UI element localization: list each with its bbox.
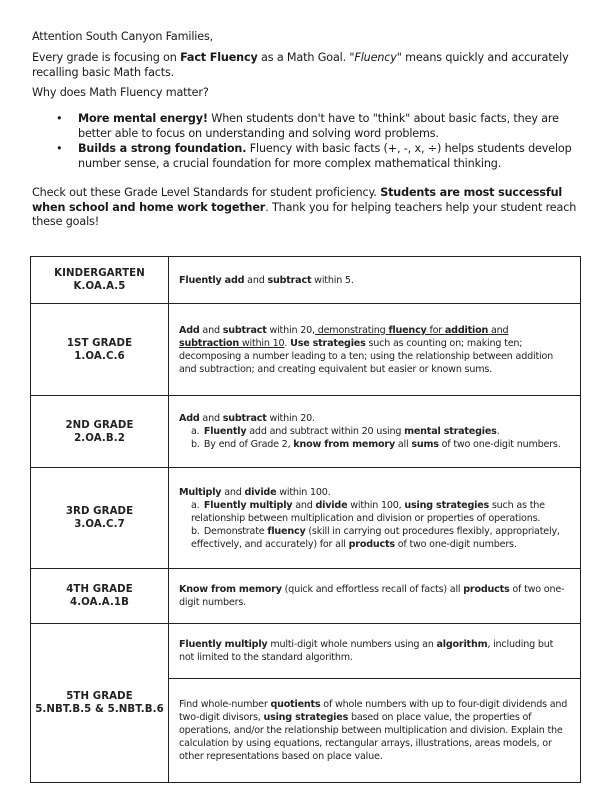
desc-bold: mental strategies [404, 426, 497, 437]
table-row [31, 624, 581, 679]
bullet-title: More mental energy! [78, 112, 208, 125]
desc-text: By end of Grade 2, [203, 439, 294, 450]
desc-bold: Use strategies [290, 337, 366, 349]
desc-bold: subtract [222, 413, 267, 424]
sub-item-b [179, 525, 568, 551]
item-label: a. [191, 499, 200, 511]
desc-bold: subtract [222, 324, 267, 336]
standards-table [30, 256, 581, 783]
check-emphasis: Students are most successful when school and home work together [32, 186, 563, 214]
desc-bold: Multiply [179, 486, 222, 498]
grade-label: 5TH GRADE [66, 691, 133, 702]
desc-text: of two one-digit numbers. [394, 538, 517, 550]
desc-bold: algorithm [436, 639, 488, 650]
desc-underline: for [426, 324, 445, 336]
desc-text: and [244, 274, 268, 286]
desc-underline: within 10 [238, 337, 285, 349]
grade-cell [31, 396, 169, 468]
desc-underline: demonstrating [314, 324, 389, 336]
grade-label: 1ST GRADE [66, 337, 133, 349]
standard-code: 2.OA.B.2 [74, 432, 125, 444]
goal-text: " means quickly and accurately recalling basic Math facts. [32, 51, 569, 79]
grade-cell [31, 569, 169, 624]
desc-text: . [496, 426, 500, 437]
description-cell [169, 304, 581, 396]
desc-bold: Add [179, 413, 200, 424]
desc-text: within 20, [266, 324, 315, 336]
desc-bold: using strategies [263, 712, 349, 723]
sub-item-a [179, 425, 568, 438]
table-row [31, 396, 581, 468]
grade-label: 4TH GRADE [66, 584, 133, 595]
grade-cell [31, 304, 169, 396]
check-text: Check out these Grade Level Standards for student proficiency. [32, 186, 381, 199]
item-label: b. [191, 439, 200, 450]
desc-text: within 100, [347, 499, 405, 511]
fluency-term: Fluency [354, 51, 397, 64]
desc-bold: fluency [267, 525, 306, 537]
description-cell [169, 257, 581, 304]
desc-underline-bold: subtraction [179, 337, 239, 349]
bullet-text: Fluency with basic facts (+, -, x, ÷) helps students develop number sense, a crucial foundation for more complex mathematical thinking. [78, 142, 572, 170]
desc-underline-bold: fluency [388, 324, 427, 336]
description-cell [169, 679, 581, 783]
desc-bold: Add [179, 324, 200, 336]
desc-bold: divide [315, 499, 348, 511]
desc-text: based on place value, the properties of operations, and/or the relationship between multiplication and division. Explain the calculation by using equations, rectangular arrays, illustrations, areas models, or other representations based on place value. [179, 712, 563, 762]
desc-bold: know from memory [293, 439, 396, 450]
desc-bold: Fluently [203, 426, 247, 437]
grade-label: KINDERGARTEN [54, 268, 145, 279]
item-label: a. [191, 426, 200, 437]
desc-text: of whole numbers with up to four-digit dividends and two-digit divisors, [179, 699, 568, 723]
check-paragraph [32, 186, 587, 230]
desc-bold: divide [244, 486, 277, 498]
desc-bold: Fluently add [179, 274, 245, 286]
desc-bold: quotients [270, 699, 321, 710]
desc-text: and [292, 499, 316, 511]
desc-text: and [221, 486, 245, 498]
desc-text: within 100. [276, 486, 331, 498]
bullet-text: When students don't have to "think" about basic facts, they are better able to focus on understanding and solving word problems. [78, 112, 559, 140]
list-item [32, 112, 587, 141]
bullet-title: Builds a strong foundation. [78, 142, 247, 155]
desc-bold: Fluently multiply [179, 639, 268, 650]
desc-bold: sums [411, 439, 439, 450]
desc-text: of two one-digit numbers. [179, 584, 565, 608]
sub-item-a [179, 499, 568, 525]
table-row [31, 468, 581, 569]
desc-text: within 20. [266, 413, 315, 424]
benefits-list [32, 112, 587, 172]
desc-line [179, 412, 568, 425]
standard-code: K.OA.A.5 [73, 281, 126, 292]
bullet-icon: • [56, 142, 63, 155]
desc-text: and [199, 413, 223, 424]
table-row [31, 257, 581, 304]
desc-bold: products [348, 538, 395, 550]
standard-code: 3.OA.C.7 [74, 519, 125, 530]
standard-code: 5.NBT.B.5 & 5.NBT.B.6 [35, 704, 164, 715]
desc-line [179, 486, 568, 499]
greeting: Attention South Canyon Families, [32, 30, 214, 43]
standard-code: 1.OA.C.6 [74, 350, 125, 362]
goal-text: as a Math Goal. " [257, 51, 355, 64]
table-row [31, 304, 581, 396]
desc-underline-bold: addition [444, 324, 489, 336]
desc-text: Demonstrate [203, 525, 268, 537]
desc-text: all [395, 439, 412, 450]
desc-text: (skill in carrying out procedures flexibly, appropriately, effectively, and accurately) for all [191, 525, 560, 550]
desc-text: of two one-digit numbers. [438, 439, 561, 450]
grade-label: 3RD GRADE [65, 506, 134, 517]
goal-paragraph [32, 51, 587, 80]
desc-text: add and subtract within 20 using [246, 426, 405, 437]
desc-underline: and [488, 324, 509, 336]
item-label: b. [191, 525, 200, 537]
desc-text: , including but not limited to the standard algorithm. [179, 639, 554, 663]
desc-bold: products [463, 584, 510, 595]
desc-bold: subtract [267, 274, 312, 286]
description-cell [169, 624, 581, 679]
desc-text: and [199, 324, 223, 336]
desc-text: such as the relationship between multiplication and division or properties of operations. [191, 499, 545, 524]
goal-text: Every grade is focusing on [32, 51, 181, 64]
standard-code: 4.OA.A.1B [70, 597, 129, 608]
description-cell [169, 396, 581, 468]
description-cell [169, 468, 581, 569]
grade-cell [31, 257, 169, 304]
desc-bold: Fluently multiply [203, 499, 293, 511]
description-cell [169, 569, 581, 624]
grade-cell [31, 624, 169, 783]
desc-text: such as counting on; making ten; decomposing a number leading to a ten; using the relationship between addition and subtraction; and creating equivalent but easier or known sums. [179, 337, 554, 375]
goal-emphasis: Fact Fluency [180, 51, 258, 64]
list-item [32, 142, 587, 171]
grade-label: 2ND GRADE [65, 419, 134, 431]
desc-text: Find whole-number [179, 699, 271, 710]
desc-bold: using strategies [404, 499, 490, 511]
grade-cell [31, 468, 169, 569]
sub-item-b [179, 438, 568, 451]
desc-text: . [284, 337, 291, 349]
desc-bold: Know from memory [179, 584, 282, 595]
desc-text: (quick and effortless recall of facts) all [281, 584, 464, 595]
desc-text: multi-digit whole numbers using an [267, 639, 437, 650]
table-row [31, 569, 581, 624]
check-text: . Thank you for helping teachers help your student reach these goals! [32, 200, 577, 228]
why-heading: Why does Math Fluency matter? [32, 86, 209, 99]
bullet-icon: • [56, 112, 63, 125]
desc-text: within 5. [311, 274, 354, 286]
